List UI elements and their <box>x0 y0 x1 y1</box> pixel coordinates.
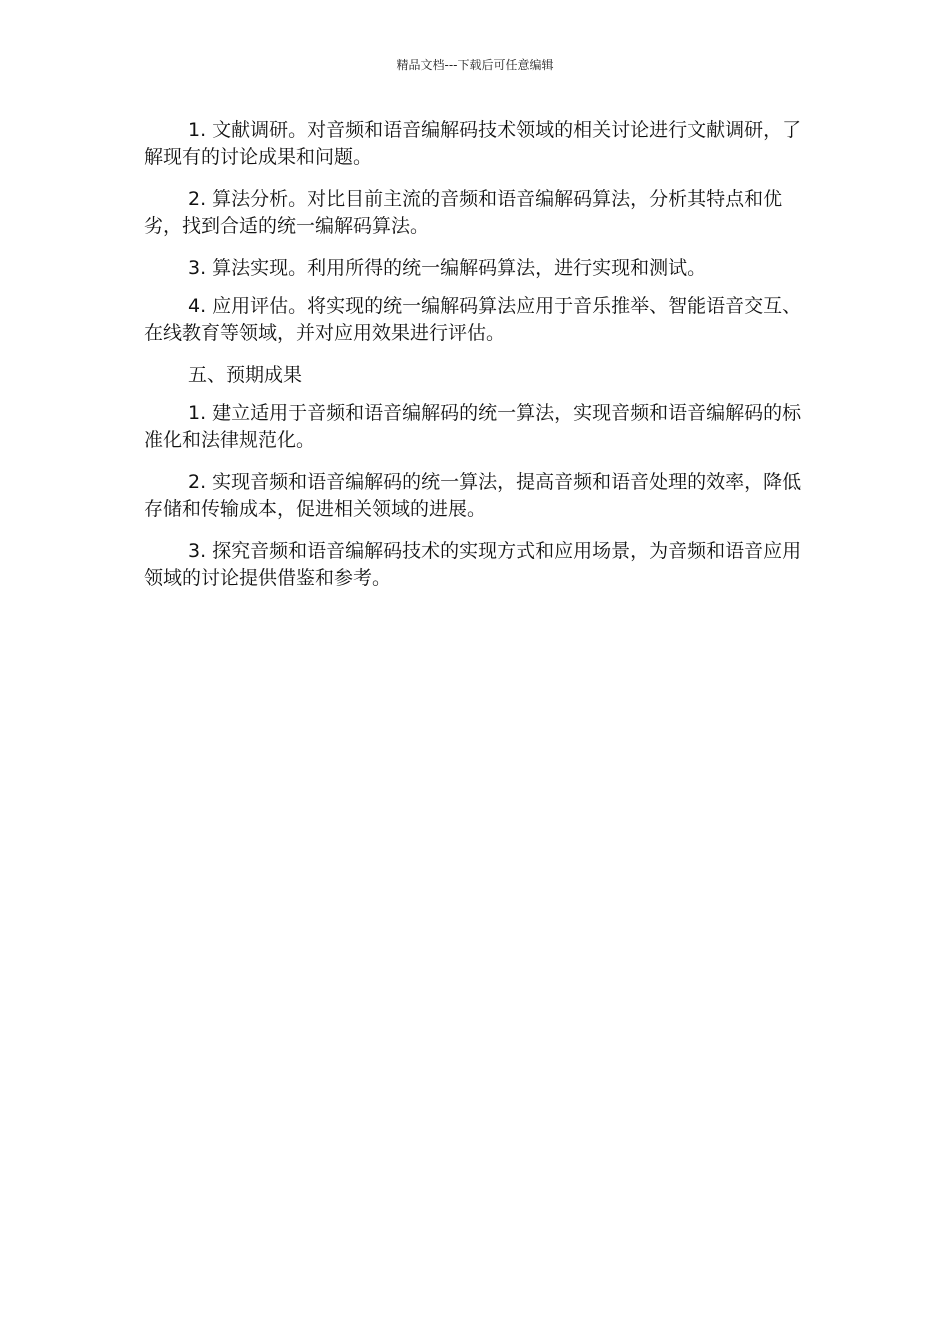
method-item-algorithm-implementation: 3. 算法实现。利用所得的统一编解码算法，进行实现和测试。 <box>188 257 707 279</box>
result-item-applications: 3. 探究音频和语音编解码技术的实现方式和应用场景，为音频和语音应用领域的讨论提供借鉴和参考。 <box>144 540 802 589</box>
result-item-efficiency: 2. 实现音频和语音编解码的统一算法，提高音频和语音处理的效率，降低存储和传输成本，促进相关领域的进展。 <box>144 471 802 520</box>
section-heading-expected-results: 五、预期成果 <box>188 364 303 386</box>
page-header: 精品文档---下载后可任意编辑 <box>396 58 554 72</box>
method-item-literature-review: 1. 文献调研。对音频和语音编解码技术领域的相关讨论进行文献调研，了解现有的讨论成果和问题。 <box>144 119 802 168</box>
method-item-application-evaluation: 4. 应用评估。将实现的统一编解码算法应用于音乐推举、智能语音交互、在线教育等领域，并对应用效果进行评估。 <box>144 295 802 344</box>
method-item-algorithm-analysis: 2. 算法分析。对比目前主流的音频和语音编解码算法，分析其特点和优劣，找到合适的统一编解码算法。 <box>144 188 783 237</box>
document-body <box>144 117 806 607</box>
result-item-unified-algorithm: 1. 建立适用于音频和语音编解码的统一算法，实现音频和语音编解码的标准化和法律规范化。 <box>144 402 802 451</box>
